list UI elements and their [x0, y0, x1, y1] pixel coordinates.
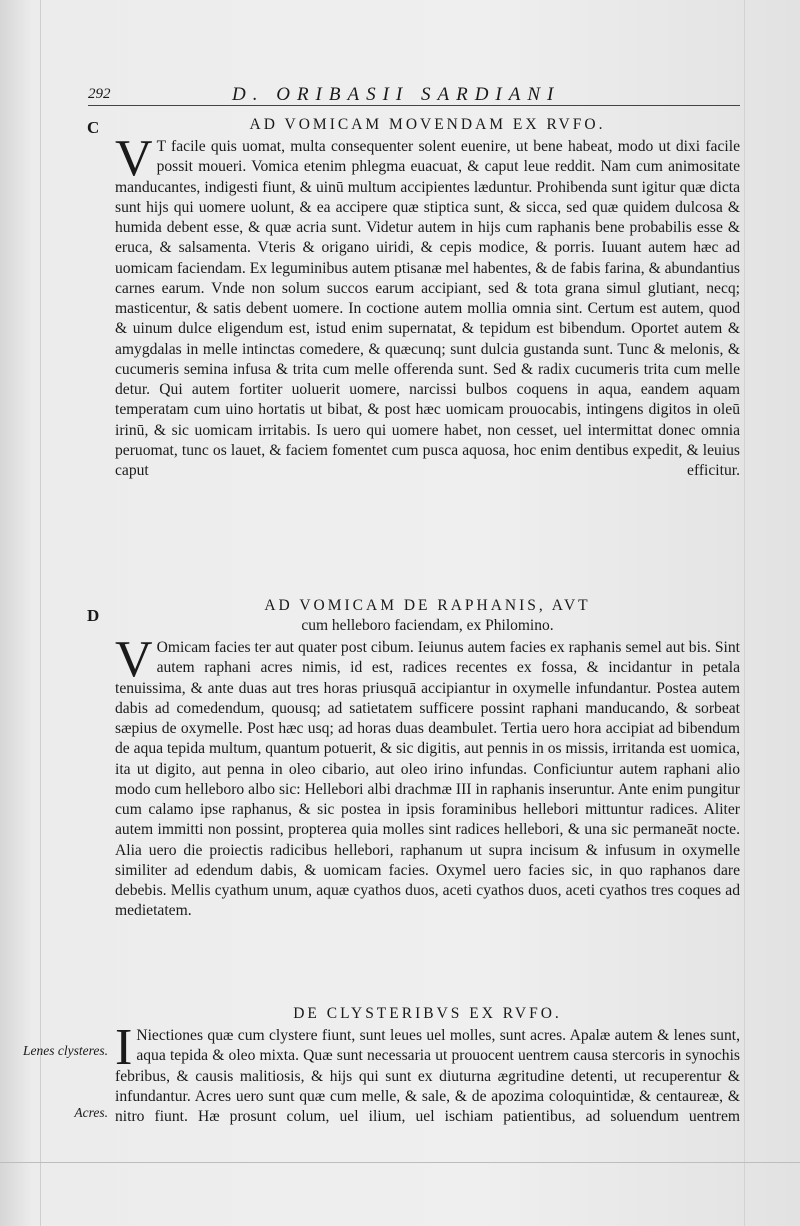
head-rule [88, 105, 740, 106]
section-body-vomica-movenda [115, 130, 740, 481]
drop-cap: V [115, 130, 153, 187]
running-title: D. ORIBASII SARDIANI [232, 84, 561, 105]
side-note-lenes-clysteres: Lenes clysteres. [23, 1043, 108, 1058]
drop-cap: V [115, 631, 153, 688]
section-body-clysteres [115, 1019, 740, 1127]
heading-text: AD VOMICAM DE RAPHANIS, AVT [264, 597, 591, 614]
margin-rule-right [744, 0, 745, 1226]
margin-letter-c: C [87, 118, 100, 137]
section-heading-vomica-movenda [115, 115, 740, 135]
section-body-vomica-raphanis [115, 631, 740, 922]
margin-letter-d: D [87, 606, 100, 625]
side-note-acres: Acres. [74, 1105, 108, 1120]
heading-text: AD VOMICAM MOVENDAM EX RVFO. [249, 116, 606, 133]
page-fold-line [0, 1162, 800, 1163]
body-text: Niectiones quæ cum clystere fiunt, sunt leues uel molles, sunt acres. Apalæ autem & lenes sunt, aqua tepida & oleo mixta. Quæ sunt necessaria ut prouocent uentrem causa stercoris in synochis febribus, & causis malitiosis, & hijs qui sunt ex diuturna ægritudine detenti, ut recuperentur & infundantur. Acres uero sunt quæ cum melle, & sale, & de apozima coloquintidæ, & centaureæ, & nitro fiunt. Hæ prosunt colum, uel ilium, uel ischiam patientibus, ad soluendum uentrem [115, 1027, 740, 1125]
body-text: T facile quis uomat, multa consequenter solent euenire, ut bene habeat, modo ut dixi facile possit moueri. Vomica etenim phlegma euacuat, & caput leue reddit. Nam cum animositate manducantes, indigesti fiunt, & uinū multum accipientes læduntur. Prohibenda sunt igitur quæ dicta sunt hijs qui uomere uolunt, & ea accipere quæ stiptica sunt, & sicca, sed quæ quidem dulcosa & humida debent esse, & quæ acria sunt. Videtur autem in hijs cum raphanis bene probabilis esse & eruca, & salsamenta. Vteris & origano uiridi, & cepis modice, & porris. Iuuant autem hæc ad uomicam faciendam. Ex leguminibus autem ptisanæ mel habentes, & de fabis farina, & abundantius carnes earum. Vnde non solum succos earum accipiant, sed & tota grana simul glutiant, necq; masticentur, & satis debent uomere. In coctione autem mollia omnia sint. Certum est autem, quod & uinum dulce eligendum est, istud enim supernatat, & tepidum est bibendum. Oportet autem & amygdalas in melle intinctas comedere, & quæcunq; sunt dulcia gustanda sunt. Tunc & melonis, & cucumeris semina infusa & trita cum melle offerenda sunt. Sed & radix cucumeris trita cum melle detur. Qui autem fortiter uoluerit uomere, narcissi bulbos coquens in aqua, eandem aquam temperatam cum uino hortatis ut bibat, & post hæc uomicam prouocabis, intingens digitos in oleū irinū, & sic uomicam irritabis. Is uero qui uomere habet, non cesset, uel intermittat donec omnia peruomat, tunc os lauet, & faciem fomentet cum pusca aquosa, hoc enim dentibus expedit, & leuius caput efficitur. [115, 138, 740, 479]
drop-cap: I [115, 1019, 133, 1076]
heading-text: DE CLYSTERIBVS EX RVFO. [293, 1005, 562, 1022]
body-text: Omicam facies ter aut quater post cibum. Ieiunus autem facies ex raphanis semel aut bis. Sint autem raphani acres nimis, id est, radices recentes ex fossa, & incidantur in petala tenuissima, & ante duas aut tres horas priusquā accipiantur in oxymelle infundantur. Postea autem dabis ad comedendum, quousq; ad satietatem sufficere possint raphani manducando, & sorbeat sæpius de oxymelle. Post hæc usq; ad horas duas deambulet. Tertia uero hora accipiat ad bibendum de aqua tepida multum, quantum potuerit, & sic digitis, aut pennis in os missis, irritanda est uomica, ita ut digito, aut penna in oleo cibario, aut oleo irino infundas. Conficiuntur autem raphani alio modo cum helleboro albo sic: Hellebori albi drachmæ III in raphanis inseruntur. Ante enim pungitur cum calamo ipse raphanus, & sic postea in ipsis foraminibus hellebori mittuntur radices. Aliter autem immitti non possint, propterea quia molles sint radices hellebori, & una sic permaneāt nocte. Alia uero die proiectis radicibus hellebori, raphanum ut supra incisum & infusum in oxymelle similiter ad edendum dabis, & uomicam facies. Oxymel uero facies sic, in quo raphanos dare debebis. Mellis cyathum unum, aquæ cyathos duos, aceti cyathos duos, aceti cyathos tres coques ad medietatem. [115, 639, 740, 920]
subheading-text: cum helleboro faciendam, ex Philomino. [301, 617, 554, 634]
page-number: 292 [88, 86, 111, 102]
section-heading-clysteres [115, 1004, 740, 1024]
section-heading-vomica-raphanis [115, 596, 740, 636]
